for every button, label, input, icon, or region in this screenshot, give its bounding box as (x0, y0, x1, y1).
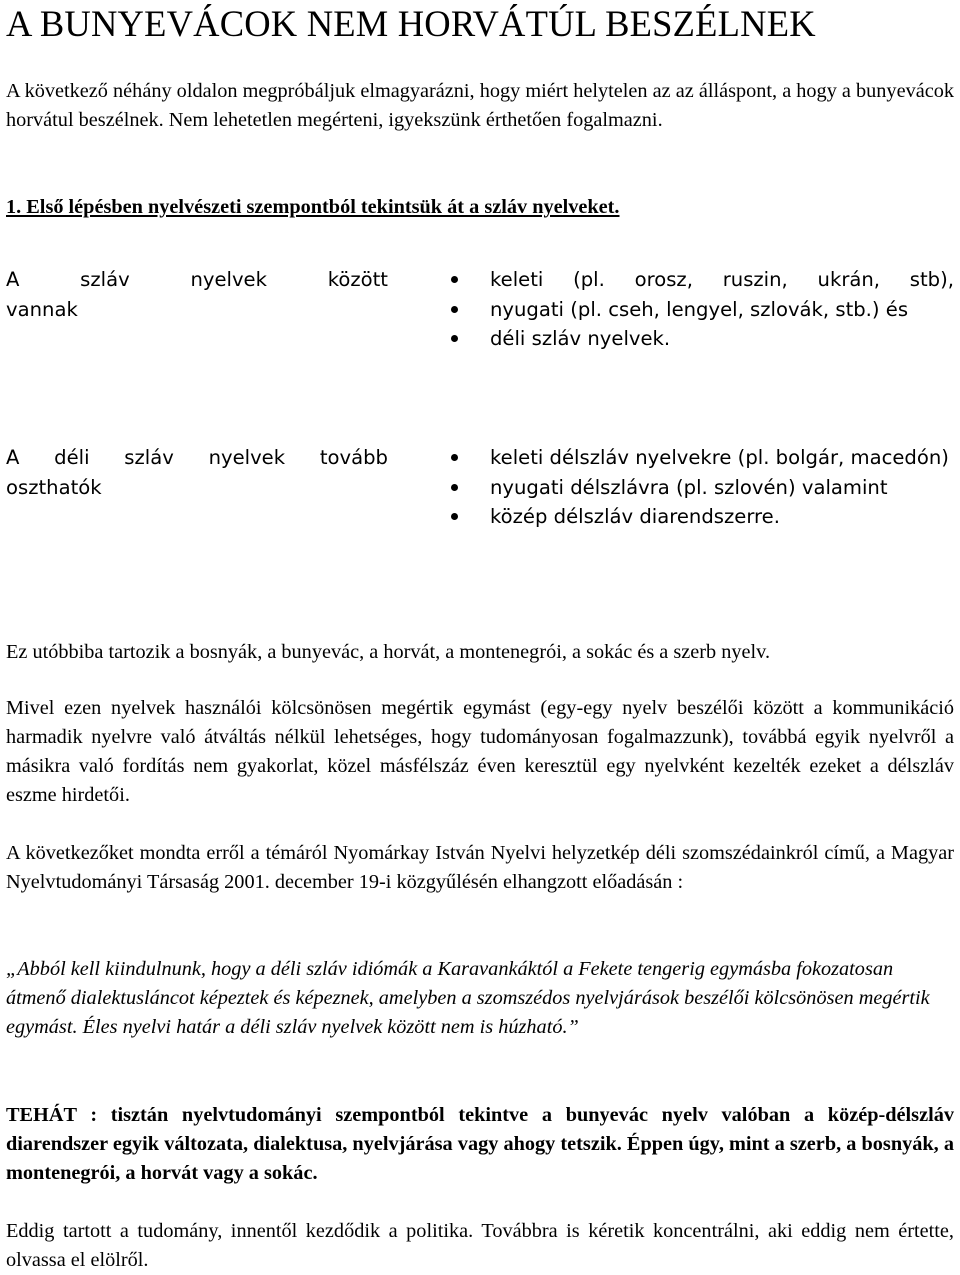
slavic-groups-label (6, 265, 388, 324)
paragraph-nyomarkay: A következőket mondta erről a témáról Nyomárkay István Nyelvi helyzetkép déli szomszédainkról című, a Magyar Nyelvtudományi Társaság 2001. december 19-i közgyűlésén elhangzott előadásán : (6, 842, 954, 893)
paragraph-mutual-understanding: Mivel ezen nyelvek használói kölcsönösen megértik egymást (egy-egy nyelv beszélői között a kommunikáció harmadik nyelvre való átváltás nélkül lehetséges, hogy tudományosan fogalmazzunk), továbbá egyik nyelvről a másikra való fordítás nem gyakorlat, közel másfélszáz éven keresztül egy nyelvként kezelték ezeket a délszláv eszme hirdetői. (6, 697, 954, 806)
paragraph-languages: Ez utóbbiba tartozik a bosnyák, a bunyevác, a horvát, a montenegrói, a sokác és a szerb nyelv. (6, 641, 771, 663)
slavic-groups-label-line1: A szláv nyelvek között (6, 268, 388, 291)
south-slavic-label-line1: A déli szláv nyelvek tovább (6, 446, 388, 469)
step-heading: 1. Első lépésben nyelvészeti szempontból tekintsük át a szláv nyelveket. (6, 196, 620, 218)
slavic-groups-label-line2: vannak (6, 297, 78, 321)
conclusion-paragraph: TEHÁT : tisztán nyelvtudományi szempontból tekintve a bunyevác nyelv valóban a közép-délszláv diarendszer egyik változata, dialektusa, nyelvjárása vagy ahogy tetszik. Éppen úgy, mint a szerb, a bosnyák, a montenegrói, a horvát vagy a sokác. (6, 1104, 954, 1184)
list-item: közép délszláv diarendszerre. (490, 502, 954, 532)
quote-block: „Abból kell kiindulnunk, hogy a déli szláv idiómák a Karavankáktól a Fekete tengerig egymásba fokozatosan átmenő dialektusláncot képeztek és képeznek, amelyben a szomszédos nyelvjárások beszélői kölcsönösen megértik egymást. Éles nyelvi határ a déli szláv nyelvek között nem is húzható.” (6, 958, 930, 1038)
south-slavic-list (490, 443, 954, 532)
slavic-groups-list (490, 265, 954, 354)
south-slavic-label (6, 443, 388, 502)
list-item: déli szláv nyelvek. (490, 324, 954, 354)
south-slavic-label-line2: oszthatók (6, 475, 102, 499)
list-item: keleti (pl. orosz, ruszin, ukrán, stb), (490, 265, 954, 295)
list-item: nyugati délszlávra (pl. szlovén) valamint (490, 473, 954, 503)
final-paragraph: Eddig tartott a tudomány, innentől kezdődik a politika. Továbbra is kéretik koncentrálni, aki eddig nem értette, olvassa el elölről. (6, 1220, 954, 1271)
intro-paragraph: A következő néhány oldalon megpróbáljuk elmagyarázni, hogy miért helytelen az az álláspont, a hogy a bunyevácok horvátul beszélnek. Nem lehetetlen megérteni, igyekszünk érthetően fogalmazni. (6, 80, 954, 131)
list-item: keleti délszláv nyelvekre (pl. bolgár, macedón) (490, 443, 954, 473)
list-item: nyugati (pl. cseh, lengyel, szlovák, stb.) és (490, 295, 954, 325)
page-title: A BUNYEVÁCOK NEM HORVÁTÚL BESZÉLNEK (6, 3, 816, 44)
